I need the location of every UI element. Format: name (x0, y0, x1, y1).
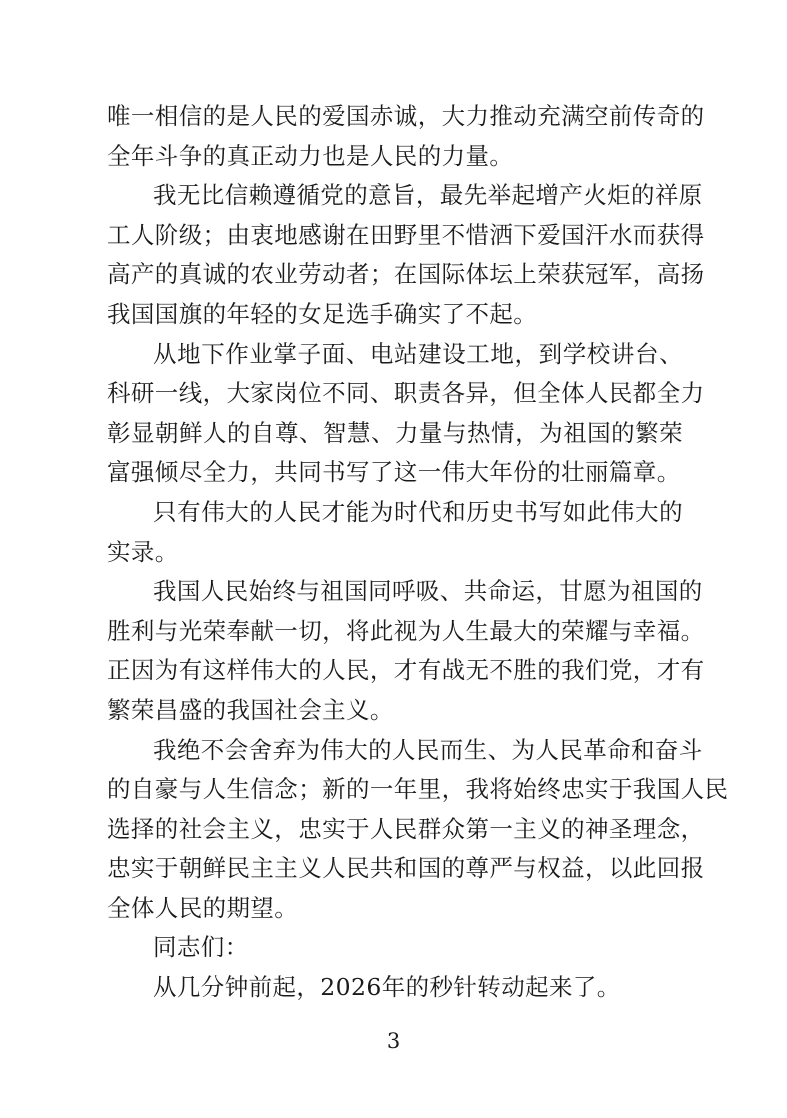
text-line: 同志们： (153, 933, 249, 962)
text-line: 从几分钟前起，2026年的秒针转动起来了。 (153, 973, 621, 1002)
text-line: 只有伟大的人民才能为时代和历史书写如此伟大的 (153, 497, 683, 526)
text-line: 工人阶级；由衷地感谢在田野里不惜洒下爱国汗水而获得 (107, 220, 705, 249)
text-line: 选择的社会主义，忠实于人民群众第一主义的神圣理念， (107, 814, 705, 843)
paragraph-6 (107, 731, 729, 929)
text-line: 高产的真诚的农业劳动者；在国际体坛上荣获冠军，高扬 (107, 260, 705, 289)
paragraph-3 (107, 335, 705, 493)
text-line: 富强倾尽全力，共同书写了这一伟大年份的壮丽篇章。 (107, 458, 681, 487)
text-line: 全体人民的期望。 (107, 893, 299, 922)
text-line: 胜利与光荣奉献一切，将此视为人生最大的荣耀与幸福。 (107, 616, 705, 645)
text-line: 从地下作业掌子面、电站建设工地，到学校讲台、 (153, 339, 683, 368)
text-line: 我无比信赖遵循党的意旨，最先举起增产火炬的祥原 (153, 181, 703, 210)
paragraph-2 (107, 176, 705, 334)
text-line: 繁荣昌盛的我国社会主义。 (107, 695, 394, 724)
text-line: 实录。 (107, 537, 179, 566)
paragraph-5 (107, 572, 705, 730)
paragraph-1 (107, 97, 705, 176)
text-line: 忠实于朝鲜民主主义人民共和国的尊严与权益，以此回报 (107, 854, 705, 883)
text-line: 我绝不会舍弃为伟大的人民而生、为人民革命和奋斗 (153, 735, 703, 764)
page-number: 3 (386, 1029, 401, 1053)
paragraph-8 (107, 968, 683, 1008)
text-line: 正因为有这样伟大的人民，才有战无不胜的我们党，才有 (107, 656, 705, 685)
text-line: 我国人民始终与祖国同呼吸、共命运，甘愿为祖国的 (153, 577, 703, 606)
document-body (107, 97, 729, 1008)
text-line: 科研一线，大家岗位不同、职责各异，但全体人民都全力 (107, 379, 705, 408)
text-line: 的自豪与人生信念；新的一年里，我将始终忠实于我国人民 (107, 775, 729, 804)
paragraph-7 (107, 928, 683, 968)
text-line: 全年斗争的真正动力也是人民的力量。 (107, 141, 514, 170)
text-line: 我国国旗的年轻的女足选手确实了不起。 (107, 299, 538, 328)
text-line: 唯一相信的是人民的爱国赤诚，大力推动充满空前传奇的 (107, 102, 705, 130)
paragraph-4 (107, 493, 683, 572)
text-line: 彰显朝鲜人的自尊、智慧、力量与热情，为祖国的繁荣 (107, 418, 683, 447)
